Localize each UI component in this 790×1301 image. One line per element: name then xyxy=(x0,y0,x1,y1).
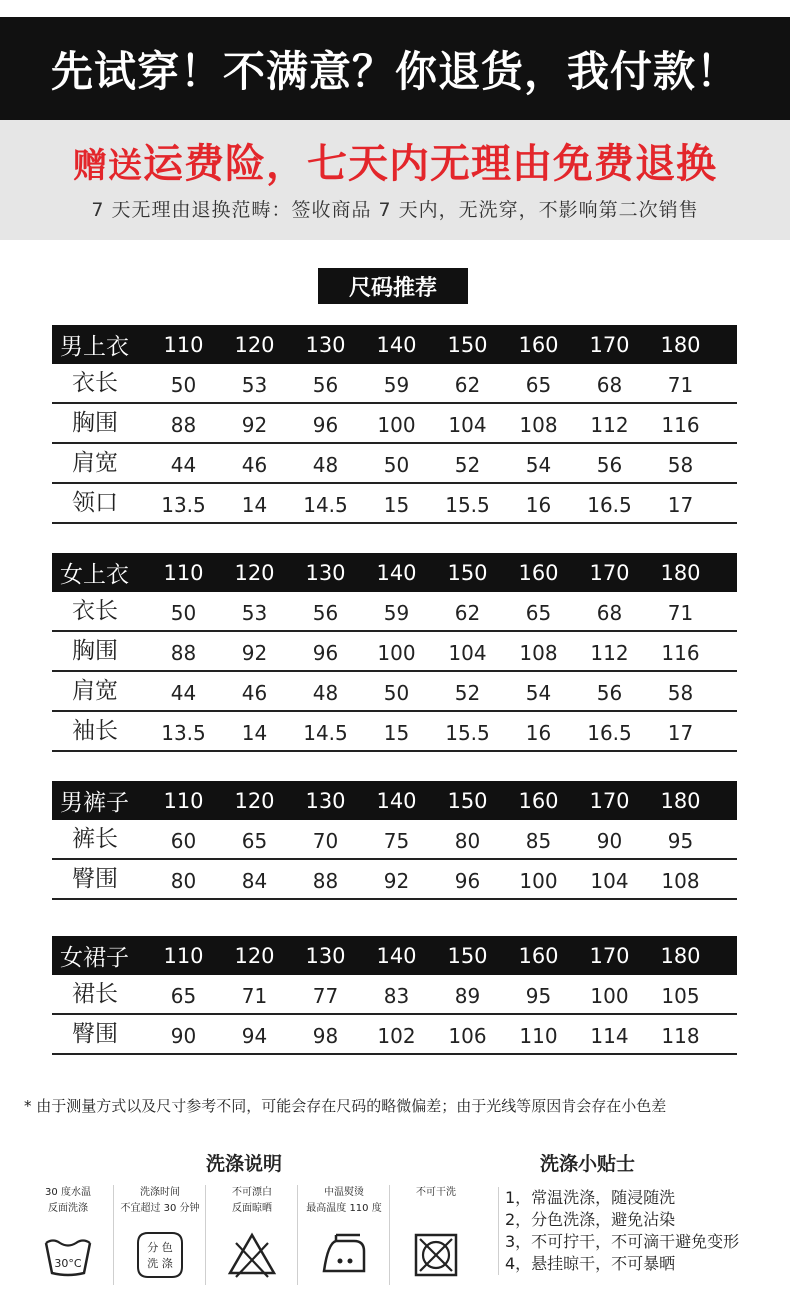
table-row xyxy=(52,1015,737,1055)
table-cell: 96 xyxy=(454,869,481,893)
table-cell: 88 xyxy=(170,413,197,437)
wash-item-line2: 反面洗涤 xyxy=(48,1203,88,1214)
separate-wash-icon xyxy=(134,1229,186,1281)
no-bleach-icon xyxy=(226,1229,278,1281)
table-cell: 92 xyxy=(383,869,410,893)
table-header xyxy=(52,325,737,364)
table-cell: 46 xyxy=(241,681,268,705)
table-title: 男裤子 xyxy=(60,790,129,816)
size-header: 160 xyxy=(518,788,559,813)
size-header: 140 xyxy=(376,560,417,585)
table-cell: 15 xyxy=(383,493,410,517)
table-cell: 56 xyxy=(312,373,339,397)
table-cell: 50 xyxy=(383,681,410,705)
table-cell: 14.5 xyxy=(303,721,348,745)
size-header: 180 xyxy=(660,332,701,357)
table-cell: 62 xyxy=(454,601,481,625)
table-cell: 105 xyxy=(661,984,700,1008)
row-label: 袖长 xyxy=(72,718,118,744)
size-header: 150 xyxy=(447,943,488,968)
table-cell: 90 xyxy=(170,1024,197,1048)
wash-item xyxy=(114,1185,206,1285)
table-cell: 68 xyxy=(596,373,623,397)
table-cell: 50 xyxy=(383,453,410,477)
table-header xyxy=(52,936,737,975)
table-cell: 89 xyxy=(454,984,481,1008)
size-table-women-top xyxy=(52,553,737,752)
no-dry-clean-icon xyxy=(410,1229,462,1281)
table-cell: 14 xyxy=(241,493,268,517)
promo-main-text: 运费险，七天内无理由免费退换 xyxy=(143,141,717,187)
wash-tips-list xyxy=(498,1187,739,1275)
size-header: 180 xyxy=(660,788,701,813)
return-policy: 7 天无理由退换范畴：签收商品 7 天内，无洗穿，不影响第二次销售 xyxy=(91,199,699,221)
size-header: 150 xyxy=(447,560,488,585)
table-cell: 53 xyxy=(241,373,268,397)
table-cell: 112 xyxy=(590,641,629,665)
size-header: 150 xyxy=(447,332,488,357)
table-row xyxy=(52,975,737,1015)
wash-tips-title: 洗涤小贴士 xyxy=(540,1153,636,1175)
table-cell: 75 xyxy=(383,829,410,853)
row-label: 臀围 xyxy=(72,1021,118,1047)
measurement-note: * 由于测量方式以及尺寸参考不同，可能会存在尺码的略微偏差；由于光线等原因肯会存在小色差 xyxy=(24,1097,667,1115)
table-cell: 13.5 xyxy=(161,493,206,517)
size-header: 140 xyxy=(376,332,417,357)
table-cell: 15.5 xyxy=(445,721,490,745)
size-header: 130 xyxy=(305,560,346,585)
size-header: 130 xyxy=(305,943,346,968)
headline-banner xyxy=(0,17,790,120)
size-header: 160 xyxy=(518,332,559,357)
row-label: 肩宽 xyxy=(72,450,118,476)
row-label: 裙长 xyxy=(72,981,118,1007)
iron-medium-icon xyxy=(318,1229,370,1281)
table-cell: 100 xyxy=(519,869,558,893)
table-cell: 95 xyxy=(525,984,552,1008)
table-cell: 83 xyxy=(383,984,410,1008)
row-label: 衣长 xyxy=(72,598,118,624)
size-header: 160 xyxy=(518,560,559,585)
size-table-boys-pants xyxy=(52,781,737,900)
table-cell: 95 xyxy=(667,829,694,853)
wash-30c-icon xyxy=(42,1229,94,1281)
table-cell: 65 xyxy=(170,984,197,1008)
table-row xyxy=(52,364,737,404)
table-cell: 44 xyxy=(170,681,197,705)
table-cell: 14 xyxy=(241,721,268,745)
wash-item-line2: 反面晾晒 xyxy=(232,1203,272,1214)
table-cell: 16.5 xyxy=(587,493,632,517)
wash-icon-text: 分 色 xyxy=(147,1241,173,1254)
table-cell: 80 xyxy=(454,829,481,853)
wash-item xyxy=(390,1185,482,1285)
headline-text: 先试穿！不满意？你退货，我付款！ xyxy=(50,46,739,96)
size-header: 110 xyxy=(163,943,204,968)
table-cell: 88 xyxy=(312,869,339,893)
tip-item: 1，常温洗涤，随浸随洗 xyxy=(505,1188,676,1207)
table-cell: 60 xyxy=(170,829,197,853)
table-cell: 104 xyxy=(590,869,629,893)
table-cell: 13.5 xyxy=(161,721,206,745)
row-label: 衣长 xyxy=(72,370,118,396)
row-label: 臀围 xyxy=(72,866,118,892)
table-cell: 52 xyxy=(454,681,481,705)
tip-item: 3，不可拧干，不可滴干避免变形 xyxy=(505,1232,740,1251)
table-title: 男上衣 xyxy=(60,334,129,360)
table-cell: 112 xyxy=(590,413,629,437)
size-header: 170 xyxy=(589,788,630,813)
table-cell: 70 xyxy=(312,829,339,853)
wash-item xyxy=(206,1185,298,1285)
size-header: 160 xyxy=(518,943,559,968)
size-recommend-title: 尺码推荐 xyxy=(318,268,468,304)
size-header: 140 xyxy=(376,943,417,968)
size-header: 120 xyxy=(234,943,275,968)
row-label: 肩宽 xyxy=(72,678,118,704)
table-cell: 71 xyxy=(667,373,694,397)
table-cell: 108 xyxy=(519,413,558,437)
table-cell: 96 xyxy=(312,641,339,665)
table-cell: 54 xyxy=(525,681,552,705)
tip-item: 4，悬挂晾干，不可暴晒 xyxy=(505,1254,676,1273)
table-cell: 85 xyxy=(525,829,552,853)
table-cell: 54 xyxy=(525,453,552,477)
table-cell: 94 xyxy=(241,1024,268,1048)
table-header xyxy=(52,781,737,820)
wash-item-line1: 洗涤时间 xyxy=(140,1187,180,1198)
size-header: 180 xyxy=(660,943,701,968)
wash-item xyxy=(298,1185,390,1285)
table-cell: 98 xyxy=(312,1024,339,1048)
table-cell: 71 xyxy=(241,984,268,1008)
table-cell: 116 xyxy=(661,413,700,437)
table-cell: 65 xyxy=(241,829,268,853)
wash-item-line2: 最高温度 110 度 xyxy=(306,1203,382,1214)
table-cell: 96 xyxy=(312,413,339,437)
table-row xyxy=(52,444,737,484)
table-cell: 118 xyxy=(661,1024,700,1048)
size-table-men-top xyxy=(52,325,737,524)
row-label: 领口 xyxy=(72,490,118,516)
table-row xyxy=(52,484,737,524)
table-cell: 104 xyxy=(448,413,487,437)
table-cell: 116 xyxy=(661,641,700,665)
table-cell: 92 xyxy=(241,641,268,665)
table-cell: 16 xyxy=(525,721,552,745)
size-header: 120 xyxy=(234,788,275,813)
table-cell: 53 xyxy=(241,601,268,625)
wash-item-line1: 中温熨烫 xyxy=(324,1187,364,1198)
table-cell: 90 xyxy=(596,829,623,853)
wash-icon-text: 洗 涤 xyxy=(147,1257,173,1270)
table-cell: 80 xyxy=(170,869,197,893)
table-title: 女上衣 xyxy=(60,562,129,588)
table-cell: 52 xyxy=(454,453,481,477)
size-header: 170 xyxy=(589,332,630,357)
size-header: 120 xyxy=(234,332,275,357)
table-cell: 100 xyxy=(590,984,629,1008)
table-cell: 48 xyxy=(312,453,339,477)
row-label: 胸围 xyxy=(72,638,118,664)
wash-item-line1: 不可漂白 xyxy=(232,1187,272,1198)
table-cell: 84 xyxy=(241,869,268,893)
wash-item xyxy=(22,1185,114,1285)
table-cell: 48 xyxy=(312,681,339,705)
wash-temp-text: 30°C xyxy=(54,1257,82,1270)
table-title: 女裙子 xyxy=(60,945,129,971)
table-header xyxy=(52,553,737,592)
size-header: 110 xyxy=(163,560,204,585)
table-cell: 65 xyxy=(525,373,552,397)
table-cell: 108 xyxy=(661,869,700,893)
table-cell: 58 xyxy=(667,453,694,477)
table-cell: 50 xyxy=(170,601,197,625)
table-cell: 62 xyxy=(454,373,481,397)
table-row xyxy=(52,712,737,752)
table-cell: 50 xyxy=(170,373,197,397)
table-cell: 15.5 xyxy=(445,493,490,517)
table-cell: 102 xyxy=(377,1024,416,1048)
table-cell: 114 xyxy=(590,1024,629,1048)
table-cell: 71 xyxy=(667,601,694,625)
size-header: 140 xyxy=(376,788,417,813)
promo-text xyxy=(0,132,790,189)
table-cell: 56 xyxy=(596,681,623,705)
table-row xyxy=(52,592,737,632)
table-cell: 68 xyxy=(596,601,623,625)
table-cell: 58 xyxy=(667,681,694,705)
wash-instructions xyxy=(22,1185,482,1285)
table-cell: 88 xyxy=(170,641,197,665)
table-cell: 17 xyxy=(667,493,694,517)
table-cell: 65 xyxy=(525,601,552,625)
table-cell: 100 xyxy=(377,641,416,665)
table-cell: 44 xyxy=(170,453,197,477)
size-header: 180 xyxy=(660,560,701,585)
table-cell: 77 xyxy=(312,984,339,1008)
wash-item-line1: 不可干洗 xyxy=(416,1187,456,1198)
size-header: 110 xyxy=(163,332,204,357)
tip-item: 2，分色洗涤，避免沾染 xyxy=(505,1210,676,1229)
size-table-girls-skirt xyxy=(52,936,737,1055)
table-cell: 92 xyxy=(241,413,268,437)
table-cell: 56 xyxy=(596,453,623,477)
table-cell: 100 xyxy=(377,413,416,437)
size-header: 110 xyxy=(163,788,204,813)
row-label: 裤长 xyxy=(72,826,118,852)
table-row xyxy=(52,404,737,444)
wash-instructions-title: 洗涤说明 xyxy=(206,1153,283,1175)
row-label: 胸围 xyxy=(72,410,118,436)
size-header: 170 xyxy=(589,560,630,585)
table-cell: 108 xyxy=(519,641,558,665)
wash-item-line2: 不宜超过 30 分钟 xyxy=(120,1203,200,1214)
table-row xyxy=(52,672,737,712)
table-cell: 15 xyxy=(383,721,410,745)
size-header: 150 xyxy=(447,788,488,813)
wash-item-line1: 30 度水温 xyxy=(45,1187,91,1198)
size-header: 120 xyxy=(234,560,275,585)
table-cell: 110 xyxy=(519,1024,558,1048)
table-row xyxy=(52,860,737,900)
table-row xyxy=(52,632,737,672)
table-cell: 16.5 xyxy=(587,721,632,745)
size-header: 130 xyxy=(305,788,346,813)
size-header: 170 xyxy=(589,943,630,968)
promo-gift-text: 赠送 xyxy=(73,146,143,186)
table-cell: 14.5 xyxy=(303,493,348,517)
size-header: 130 xyxy=(305,332,346,357)
table-cell: 104 xyxy=(448,641,487,665)
table-row xyxy=(52,820,737,860)
table-cell: 46 xyxy=(241,453,268,477)
table-cell: 59 xyxy=(383,373,410,397)
table-cell: 16 xyxy=(525,493,552,517)
table-cell: 17 xyxy=(667,721,694,745)
table-cell: 59 xyxy=(383,601,410,625)
table-cell: 106 xyxy=(448,1024,487,1048)
table-cell: 56 xyxy=(312,601,339,625)
